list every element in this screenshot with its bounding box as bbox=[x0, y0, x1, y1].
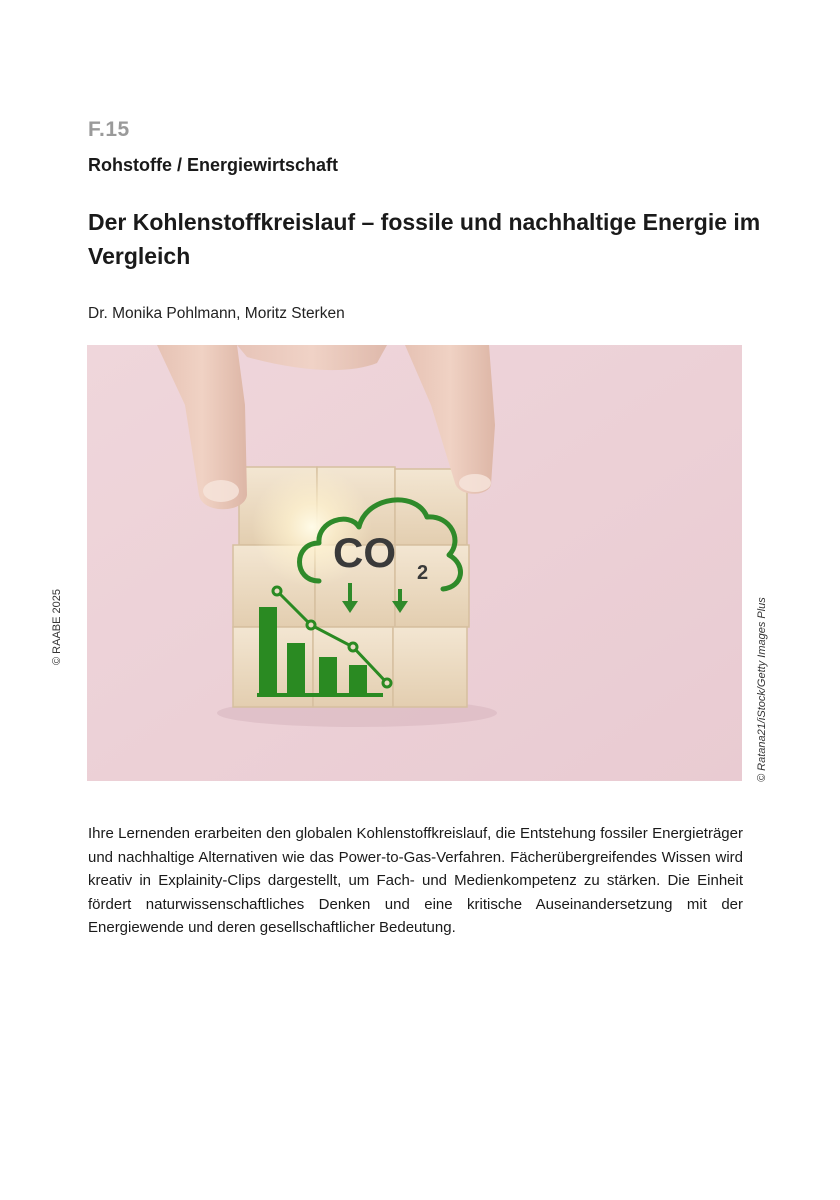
copyright-label: © RAABE 2025 bbox=[51, 589, 63, 665]
authors: Dr. Monika Pohlmann, Moritz Sterken bbox=[88, 305, 345, 322]
cover-photo bbox=[87, 345, 742, 781]
co2-text: CO bbox=[333, 529, 396, 576]
co2-subscript: 2 bbox=[417, 562, 429, 584]
page-title: Der Kohlenstoffkreislauf – fossile und nachhaltige Energie im Vergleich bbox=[88, 209, 761, 269]
category-heading: Rohstoffe / Energiewirtschaft bbox=[88, 155, 339, 175]
photo-credit: © Ratana21/iStock/Getty Images Plus bbox=[756, 597, 768, 782]
unit-code: F.15 bbox=[88, 118, 130, 141]
intro-paragraph: Ihre Lernenden erarbeiten den globalen Kohlenstoffkreislauf, die Entstehung fossiler Energieträger und nachhaltige Alternativen wie das Power-to-Gas-Verfahren. Fächerübergreifendes Wissen wird kreativ in Explainity-Clips dargestellt, um Fach- und Medienkompetenz zu stärken. Die Einheit fördert naturwissenschaftliches Denken und eine kritische Auseinandersetzung mit der Energiewende und deren gesellschaftlicher Bedeutung. bbox=[88, 825, 743, 936]
